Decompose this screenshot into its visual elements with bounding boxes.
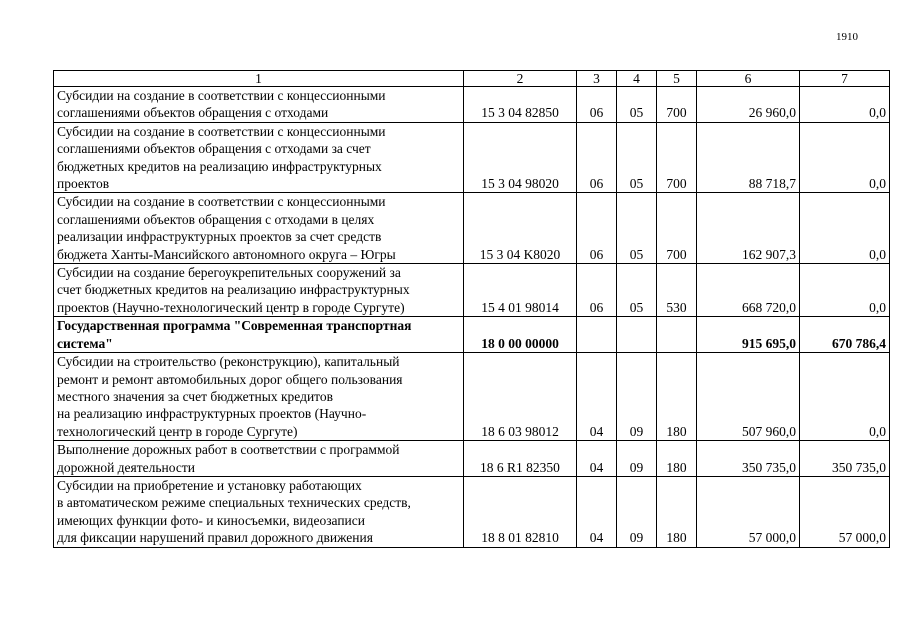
expense-type-cell: 180: [657, 441, 697, 477]
subsection-cell: 09: [617, 476, 657, 547]
amount-col6-cell: 57 000,0: [697, 476, 800, 547]
subsection-cell: 09: [617, 441, 657, 477]
expense-type-cell: 700: [657, 122, 697, 193]
subsection-cell: 05: [617, 87, 657, 123]
column-header: 6: [697, 71, 800, 87]
section-cell: 06: [577, 264, 617, 317]
column-header: 4: [617, 71, 657, 87]
table-row: [54, 87, 890, 123]
amount-col7-cell: 0,0: [800, 122, 890, 193]
table-row: [54, 476, 890, 547]
target-article-cell: 15 3 04 98020: [464, 122, 577, 193]
subsection-cell: 05: [617, 264, 657, 317]
amount-col7-cell: 57 000,0: [800, 476, 890, 547]
amount-col7-cell: 0,0: [800, 264, 890, 317]
expenditure-name-cell: Субсидии на создание в соответствии с концессионными соглашениями объектов обращения с отходами за счет бюджетных кредитов на реализацию инфраструктурных проектов: [54, 122, 464, 193]
expenditure-name-cell: Выполнение дорожных работ в соответствии с программой дорожной деятельности: [54, 441, 464, 477]
subsection-cell: [617, 317, 657, 353]
target-article-cell: 18 0 00 00000: [464, 317, 577, 353]
amount-col6-cell: 668 720,0: [697, 264, 800, 317]
expense-type-cell: 180: [657, 476, 697, 547]
amount-col7-cell: 0,0: [800, 87, 890, 123]
amount-col7-cell: 0,0: [800, 193, 890, 264]
section-cell: 06: [577, 122, 617, 193]
target-article-cell: 18 8 01 82810: [464, 476, 577, 547]
expense-type-cell: [657, 317, 697, 353]
subsection-cell: 09: [617, 353, 657, 441]
table-row: [54, 264, 890, 317]
section-cell: 04: [577, 441, 617, 477]
budget-table: [53, 70, 890, 548]
target-article-cell: 18 6 R1 82350: [464, 441, 577, 477]
table-row: [54, 122, 890, 193]
section-cell: 06: [577, 87, 617, 123]
column-header: 5: [657, 71, 697, 87]
table-row: [54, 193, 890, 264]
table-row: [54, 353, 890, 441]
column-header: 1: [54, 71, 464, 87]
amount-col7-cell: 350 735,0: [800, 441, 890, 477]
table-row: [54, 441, 890, 477]
target-article-cell: 15 3 04 82850: [464, 87, 577, 123]
page-number: 1910: [836, 31, 858, 43]
amount-col7-cell: 670 786,4: [800, 317, 890, 353]
target-article-cell: 15 3 04 K8020: [464, 193, 577, 264]
expenditure-name-cell: Субсидии на строительство (реконструкцию), капитальный ремонт и ремонт автомобильных дорог общего пользования местного значения за счет бюджетных кредитов на реализацию инфраструктурных проектов (Научно- технологический центр в городе Сургуте): [54, 353, 464, 441]
section-cell: [577, 317, 617, 353]
column-header: 2: [464, 71, 577, 87]
column-header: 7: [800, 71, 890, 87]
target-article-cell: 15 4 01 98014: [464, 264, 577, 317]
amount-col6-cell: 915 695,0: [697, 317, 800, 353]
section-cell: 06: [577, 193, 617, 264]
expenditure-name-cell: Субсидии на создание берегоукрепительных сооружений за счет бюджетных кредитов на реализацию инфраструктурных проектов (Научно-технологический центр в городе Сургуте): [54, 264, 464, 317]
amount-col6-cell: 88 718,7: [697, 122, 800, 193]
section-cell: 04: [577, 353, 617, 441]
section-cell: 04: [577, 476, 617, 547]
column-header: 3: [577, 71, 617, 87]
expense-type-cell: 180: [657, 353, 697, 441]
amount-col6-cell: 350 735,0: [697, 441, 800, 477]
expense-type-cell: 700: [657, 87, 697, 123]
amount-col6-cell: 26 960,0: [697, 87, 800, 123]
expenditure-name-cell: Субсидии на создание в соответствии с концессионными соглашениями объектов обращения с отходами в целях реализации инфраструктурных проектов за счет средств бюджета Ханты-Мансийского автономного округа – Югры: [54, 193, 464, 264]
table-row: [54, 317, 890, 353]
expense-type-cell: 700: [657, 193, 697, 264]
amount-col6-cell: 507 960,0: [697, 353, 800, 441]
expense-type-cell: 530: [657, 264, 697, 317]
subsection-cell: 05: [617, 122, 657, 193]
target-article-cell: 18 6 03 98012: [464, 353, 577, 441]
subsection-cell: 05: [617, 193, 657, 264]
amount-col6-cell: 162 907,3: [697, 193, 800, 264]
amount-col7-cell: 0,0: [800, 353, 890, 441]
expenditure-name-cell: Субсидии на создание в соответствии с концессионными соглашениями объектов обращения с отходами: [54, 87, 464, 123]
expenditure-name-cell: Субсидии на приобретение и установку работающих в автоматическом режиме специальных технических средств, имеющих функции фото- и киносъемки, видеозаписи для фиксации нарушений правил дорожного движения: [54, 476, 464, 547]
table-header-row: [54, 71, 890, 87]
expenditure-name-cell: Государственная программа "Современная транспортная система": [54, 317, 464, 353]
